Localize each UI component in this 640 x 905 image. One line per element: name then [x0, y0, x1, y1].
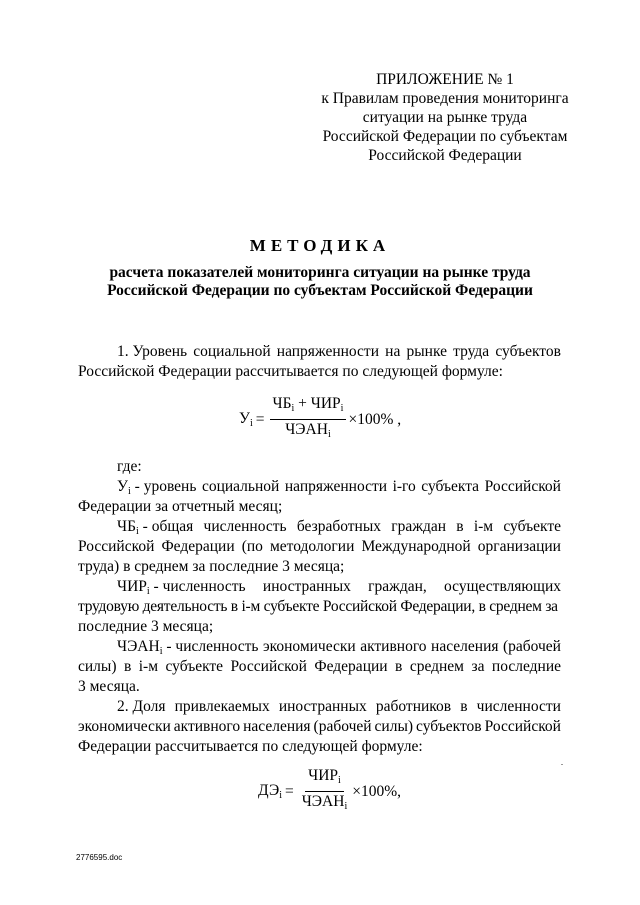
- appendix-line: ситуации на рынке труда: [362, 109, 528, 126]
- appendix-line: к Правилам проведения мониторинга: [321, 90, 569, 107]
- definition-chir-line-2: трудовую деятельность в i-м субъекте Российской Федерации, в среднем за: [78, 598, 558, 615]
- definition-u-line-2: Федерации за отчетный месяц;: [78, 498, 283, 515]
- paragraph-1-line-2: Российской Федерации рассчитывается по следующей формуле:: [78, 363, 503, 380]
- definition-chb-line-3: труда) в среднем за последние 3 месяца;: [78, 558, 345, 575]
- formula-fraction: $\frac{ЧБ_i + ЧИР_i}{ЧЭАН_i}$: [270, 395, 347, 444]
- document-subtitle: [70, 264, 570, 300]
- definition-chir-line-3: последние 3 месяца;: [78, 618, 214, 635]
- formula-lhs: $ДЭ_i$: [258, 782, 282, 801]
- paragraph-2-line-3: Федерации рассчитывается по следующей формуле:: [78, 738, 423, 755]
- file-name-footer: 2776595.doc: [76, 853, 123, 862]
- definition-u-line-1: $У_i$ - уровень социальной напряженности i-го субъекта Российской: [117, 478, 561, 497]
- document-title: МЕТОДИКА: [249, 236, 391, 255]
- where-label: где:: [117, 458, 142, 475]
- definition-chb-line-1: $ЧБ_i$ - общая численность безработных граждан в i-м субъекте: [117, 518, 561, 537]
- appendix-line: ПРИЛОЖЕНИЕ № 1: [376, 71, 514, 88]
- formula-tail: ×100% ,: [348, 410, 402, 428]
- scan-speck: [561, 764, 563, 765]
- formula-social-tension: $У_i$ = $\frac{ЧБ_i + ЧИР_i}{ЧЭАН_i}$ ×100% ,: [239, 395, 401, 444]
- formula-tail: ×100%,: [352, 782, 401, 800]
- paragraph-1-line-1: 1. Уровень социальной напряженности на рынке труда субъектов: [117, 343, 561, 360]
- formula-fraction: $\frac{ЧИР_i}{ЧЭАН_i}$: [301, 767, 348, 812]
- subtitle-line: расчета показателей мониторинга ситуации на рынке труда: [109, 264, 531, 281]
- definition-chb-line-2: Российской Федерации (по методологии Международной организации: [78, 538, 561, 555]
- paragraph-2-line-1: 2. Доля привлекаемых иностранных работников в численности: [117, 698, 561, 715]
- definition-chir-line-1: $ЧИР_i$ - численность иностранных граждан, осуществляющих: [117, 578, 561, 597]
- definition-chean-line-2: силы) в i-м субъекте Российской Федерации в среднем за последние: [78, 658, 561, 675]
- paragraph-2-line-2: экономически активного населения (рабочей силы) субъектов Российской: [78, 718, 561, 735]
- subtitle-line: Российской Федерации по субъектам Российской Федерации: [107, 282, 533, 299]
- appendix-line: Российской Федерации: [368, 147, 522, 164]
- appendix-line: Российской Федерации по субъектам: [322, 128, 568, 145]
- appendix-header: [300, 70, 590, 165]
- definition-chean-line-1: $ЧЭАН_i$ - численность экономически активного населения (рабочей: [117, 638, 561, 657]
- formula-foreign-share: $ДЭ_i$ = $\frac{ЧИР_i}{ЧЭАН_i}$ ×100%,: [258, 767, 401, 816]
- formula-lhs: $У_i$: [239, 410, 253, 429]
- definition-chean-line-3: 3 месяца.: [78, 678, 140, 695]
